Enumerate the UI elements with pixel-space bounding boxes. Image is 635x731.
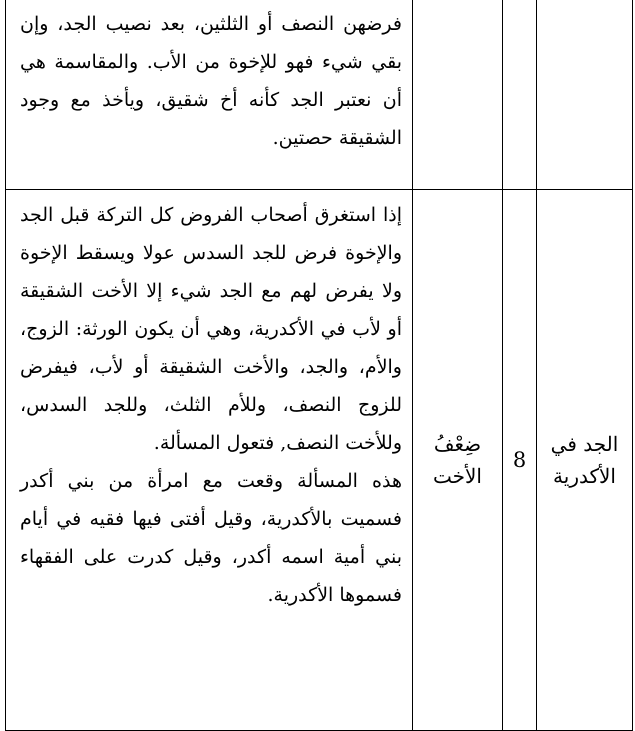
fiqh-table xyxy=(5,0,633,731)
explanation-paragraph-2: هذه المسألة وقعت مع امرأة من بني أكدر فسميت بالأكدرية، وقيل أفتى فيها فقيه في أيام بني أمية اسمه أكدر، وقيل كدرت على الفقهاء فسموها الأكدرية. xyxy=(20,470,402,606)
number-cell-empty xyxy=(503,0,537,190)
explanation-paragraph-1: إذا استغرق أصحاب الفروض كل التركة قبل الجد والإخوة فرض للجد السدس عولا ويسقط الإخوة ولا يفرض لهم مع الجد شيء إلا الأخت الشقيقة أو لأب في الأكدرية، وهي أن يكون الورثة: الزوج، والأم، والجد، والأخت الشقيقة أو لأب، فيفرض للزوج النصف، وللأم الثلث، وللجد السدس، وللأخت النصف, فتعول المسألة. xyxy=(20,204,402,454)
table-row xyxy=(6,190,633,731)
continued-text-cell xyxy=(6,0,413,190)
topic-cell: الجد في الأكدرية xyxy=(537,190,633,731)
table-row xyxy=(6,0,633,190)
topic-cell-empty xyxy=(537,0,633,190)
number-cell: 8 xyxy=(503,190,537,731)
term-cell-empty xyxy=(413,0,503,190)
explanation-cell xyxy=(6,190,413,731)
term-cell: ضِعْفُ الأخت xyxy=(413,190,503,731)
continued-paragraph: فرضهن النصف أو الثلثين، بعد نصيب الجد، وإن بقي شيء فهو للإخوة من الأب. والمقاسمة هي أن نعتبر الجد كأنه أخ شقيق، ويأخذ مع وجود الشقيقة حصتين. xyxy=(20,13,402,149)
